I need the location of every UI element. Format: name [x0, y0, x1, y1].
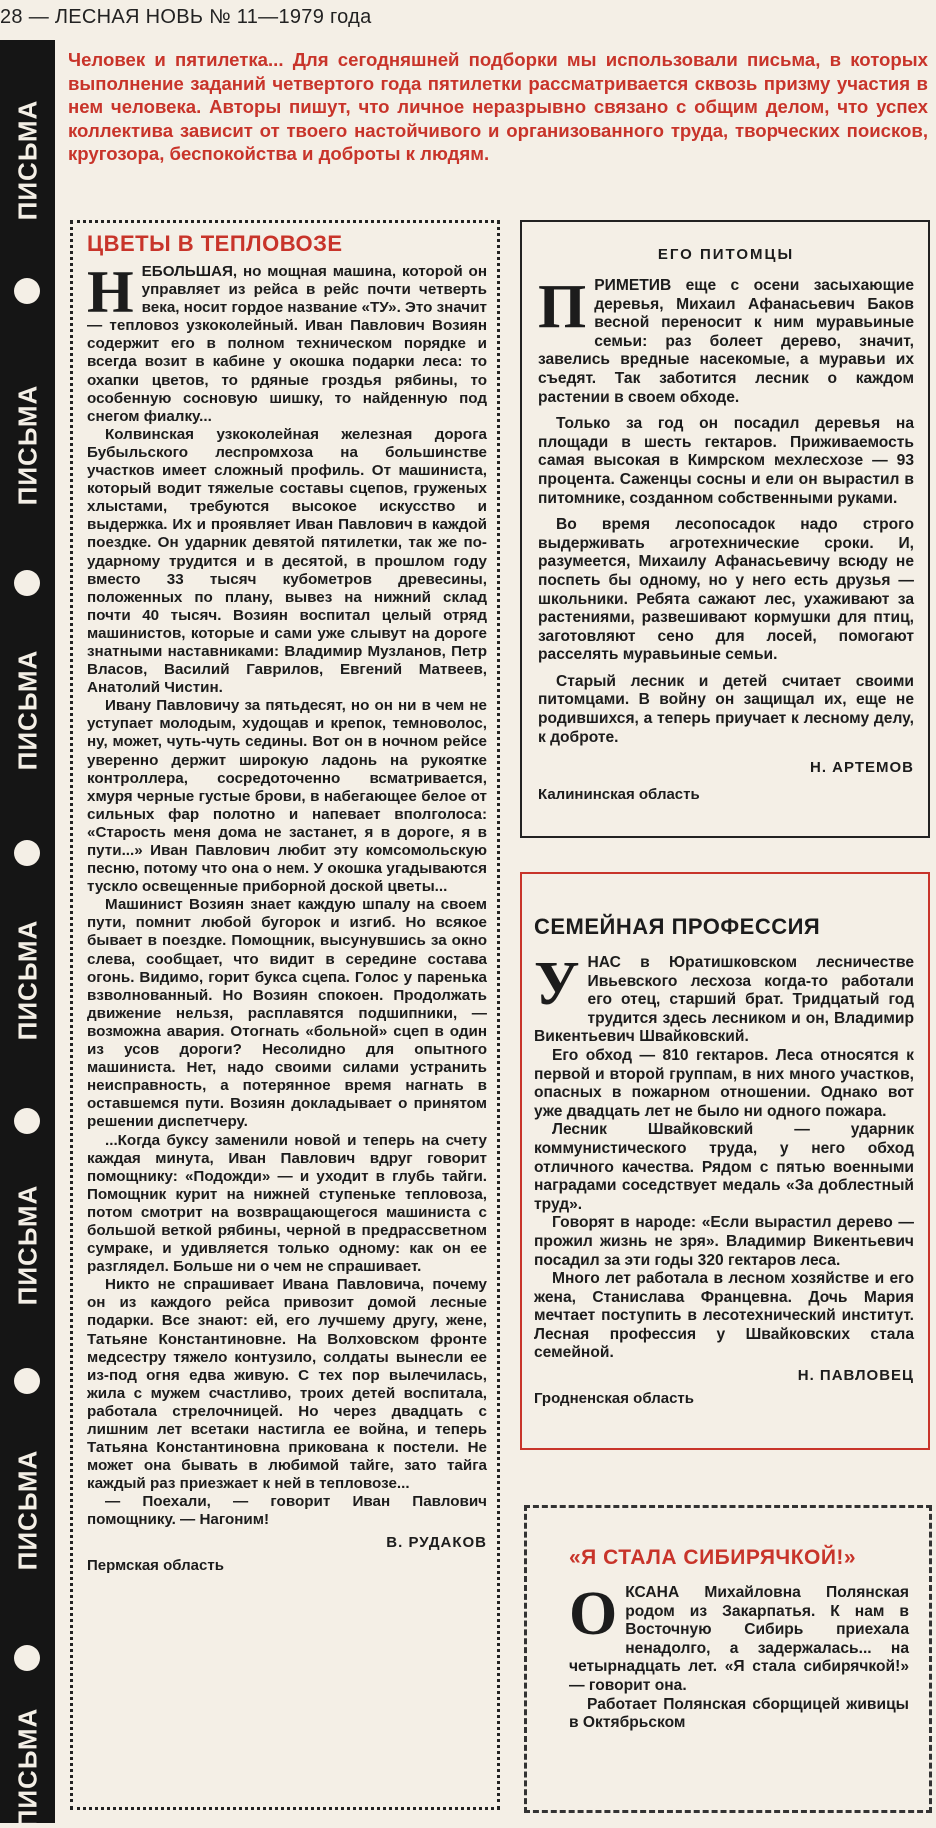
- paragraph: ЕБОЛЬШАЯ, но мощная машина, которой он управляет из рейса в рейс почти четверть века, носит гордое название «ТУ». Это значит — тепловоз узкоколейный. Иван Павлович Возиян содержит его в полном техническом порядке и всегда возит в кабине у окошка подарки леса: то охапки цветов, то рдяные гроздья рябины, то особенную сосновую шишку, то найденную под снегом фиалку...: [87, 263, 487, 425]
- strip-label: ПИСЬМА: [12, 1449, 42, 1571]
- article-pets: [520, 220, 930, 838]
- paragraph: Много лет работала в лесном хозяйстве и его жена, Станислава Францевна. Дочь Мария мечтает поступить в лесотехнический институт. Лесная профессия у Швайковских стала семейной.: [534, 1270, 914, 1362]
- paragraph: Колвинская узкоколейная железная дорога Бубыльского леспромхоза на большинстве участков имеет сложный профиль. От машиниста, который водит тяжелые составы сцепов, груженых хлыстами, требуются высокое искусство и выдержка. Их и проявляет Иван Павлович в каждой поездке. Он ударник девятой пятилетки, так же по-ударному трудится и в десятой, в прошлом году вместо 33 тысяч кубометров древесины, положенных по плану, вывез на нижний склад почти 40 тысяч. Возиян воспитал целый отряд машинистов, которые и сами уже слывут на дороге знатными наставниками: Владимир Музланов, Петр Власов, Василий Гаврилов, Евгений Матвеев, Анатолий Чистин.: [87, 425, 487, 697]
- drop-cap: О: [569, 1580, 618, 1648]
- paragraph: Никто не спрашивает Ивана Павловича, почему он из каждого рейса привозит домой лесные подарки. Все знают: ей, его лучшему другу, жене, Татьяне Константиновне. На Волховском фронте медсестру тяжело контузило, солдаты вынесли ее из-под огня едва живую. С тех пор вылечилась, жила с мужем счастливо, троих детей воспитала, работала стрелочницей. Но через двадцать с лишним лет всетаки настигла ее война, и теперь Татьяна Константиновна прикована к постели. Не может она бывать в любимой тайге, зато тайга каждый раз приезжает к ней в тепловозе...: [87, 1276, 487, 1493]
- paragraph: Работает Полянская сборщицей живицы в Октябрьском: [569, 1695, 909, 1732]
- author-region: Калининская область: [538, 786, 700, 804]
- article-title: «Я СТАЛА СИБИРЯЧКОЙ!»: [569, 1546, 857, 1569]
- punch-hole: [14, 278, 40, 304]
- paragraph: Старый лесник и детей считает своими питомцами. В войну он защищал их, еще не родившихся, а теперь приучает к лесному делу, к доброте.: [538, 672, 914, 746]
- paragraph: Его обход — 810 гектаров. Леса относятся к первой и второй группам, в них много участков, опасных в пожарном отношении. Однако вот уже двадцать лет не было ни одного пожара.: [534, 1046, 914, 1120]
- article-title: СЕМЕЙНАЯ ПРОФЕССИЯ: [534, 914, 821, 939]
- article-flowers: [70, 220, 500, 1810]
- article-title: ЦВЕТЫ В ТЕПЛОВОЗЕ: [87, 231, 343, 256]
- paragraph: Только за год он посадил деревья на площади в шесть гектаров. Приживаемость самая высокая в Кимрском мехлесхозе — 93 процента. Саженцы сосны и ели он вырастил в питомнике, созданном собственными руками.: [538, 415, 914, 507]
- paragraph: — Поехали, — говорит Иван Павлович помощнику. — Нагоним!: [87, 1493, 487, 1529]
- drop-cap: П: [538, 273, 587, 341]
- punch-hole: [14, 1645, 40, 1671]
- author-region: Гродненская область: [534, 1390, 694, 1408]
- article-family: [520, 872, 930, 1450]
- strip-label: ПИСЬМА: [12, 649, 42, 771]
- punch-hole: [14, 840, 40, 866]
- paragraph: НАС в Юратишковском лесничестве Ивьевского лесхоза когда-то работали его отец, старший брат. Тридцатый год трудится здесь лесником и он, Владимир Викентьевич Швайковский.: [534, 954, 914, 1046]
- author-signature: Н. ПАВЛОВЕЦ: [797, 1367, 914, 1385]
- paragraph: Ивану Павловичу за пятьдесят, но он ни в чем не уступает молодым, худощав и крепок, темноволос, ну, может, чуть-чуть седины. Вот он в ночном рейсе уверенно держит широкую ладонь на рукоятке контроллера, сосредоточенно всматривается, хмуря черные густые брови, в набегающее белое от сильных фар полотно и напевает вполголоса: «Старость меня дома не застанет, я в дороге, я в пути...» Иван Павлович любит эту комсомольскую песню, потому что она о нем. У окошка угадываются тускло освещенные приборной доской цветы...: [87, 697, 487, 896]
- paragraph: Лесник Швайковский — ударник коммунистического труда, у него обход отличного качества. Рядом с пятью военными наградами соседствует медаль «За доблестный труд».: [534, 1121, 914, 1213]
- drop-cap: У: [534, 950, 580, 1018]
- article-title: ЕГО ПИТОМЦЫ: [657, 246, 795, 263]
- side-strip: [0, 40, 55, 1828]
- paragraph: Говорят в народе: «Если вырастил дерево — прожил жизнь не зря». Владимир Викентьевич посадил за эти годы 320 гектаров леса.: [534, 1214, 914, 1269]
- author-region: Пермская область: [87, 1556, 224, 1574]
- running-head: 28 — ЛЕСНАЯ НОВЬ № 11—1979 года: [0, 6, 372, 28]
- strip-label: ПИСЬМА: [12, 384, 42, 506]
- punch-hole: [14, 570, 40, 596]
- paragraph: Во время лесопосадок надо строго выдерживать агротехнические сроки. И, разумеется, Михаилу Афанасьевичу всюду не поспеть бы одному, но у него есть друзья — школьники. Ребята сажают лес, ухаживают за растениями, развешивают кормушки для птиц, заготовляют сено для лосей, помогают расселять муравьиные семьи.: [538, 516, 914, 664]
- strip-label: ПИСЬМА: [12, 99, 42, 221]
- paragraph: РИМЕТИВ еще с осени засыхающие деревья, Михаил Афанасьевич Баков весной переносит к ним муравьиные семьи: раз болеет дерево, значит, завелись вредные насекомые, а муравьи их съедят. Так заботится лесник о каждом растении в своем обходе.: [538, 277, 914, 406]
- punch-hole: [14, 1368, 40, 1394]
- strip-label: ПИСЬМА: [12, 1707, 42, 1828]
- drop-cap: Н: [87, 259, 134, 325]
- paragraph: Машинист Возиян знает каждую шпалу на своем пути, помнит любой бугорок и изгиб. Но всякое бывает в поездке. Помощник, высунувшись за окно слева, сообщает, что видит в середине состава огонь. Видимо, горит букса сцепа. Голос у паренька взволнованный. Но Возиян спокоен. Продолжать движение нельзя, расплавятся подшипники, — возможна авария. Отогнать «больной» сцеп в один из усов дороги? Несолидно для опытного машиниста. Нет, надо своими силами устранить неисправность, а потерянное время нагнать в оставшемся пути. Возиян докладывает о принятом решении диспетчеру.: [87, 896, 487, 1131]
- intro-text: Человек и пятилетка... Для сегодняшней подборки мы использовали письма, в которых выполнение заданий четвертого года пятилетки рассматривается сквозь призму участия в нем человека. Авторы пишут, что личное неразрывно связано с общим делом, что успех коллектива зависит от твоего настойчивого и организованного труда, творческих поисков, кругозора, беспокойства и доброты к людям.: [68, 49, 928, 164]
- paragraph: КСАНА Михайловна Полянская родом из Закарпатья. К нам в Восточную Сибирь приехала ненадолго, а задержалась... на четырнадцать лет. «Я стала сибирячкой!» — говорит она.: [569, 1584, 909, 1694]
- paragraph: ...Когда буксу заменили новой и теперь на счету каждая минута, Иван Павлович вдруг говорит помощнику: «Подожди» — и уходит в глубь тайги. Помощник курит на нижней ступеньке тепловоза, потом смотрит на возвращающегося машиниста с большой веткой рябины, черной в предрассветном сумраке, и удивляется только одному: как он ее разглядел. Больше ни о чем не спрашивает.: [87, 1131, 487, 1276]
- author-signature: Н. АРТЕМОВ: [810, 759, 914, 777]
- author-signature: В. РУДАКОВ: [386, 1533, 487, 1551]
- strip-label: ПИСЬМА: [12, 919, 42, 1041]
- article-siberian: [524, 1505, 932, 1813]
- strip-label: ПИСЬМА: [12, 1184, 42, 1306]
- punch-hole: [14, 1108, 40, 1134]
